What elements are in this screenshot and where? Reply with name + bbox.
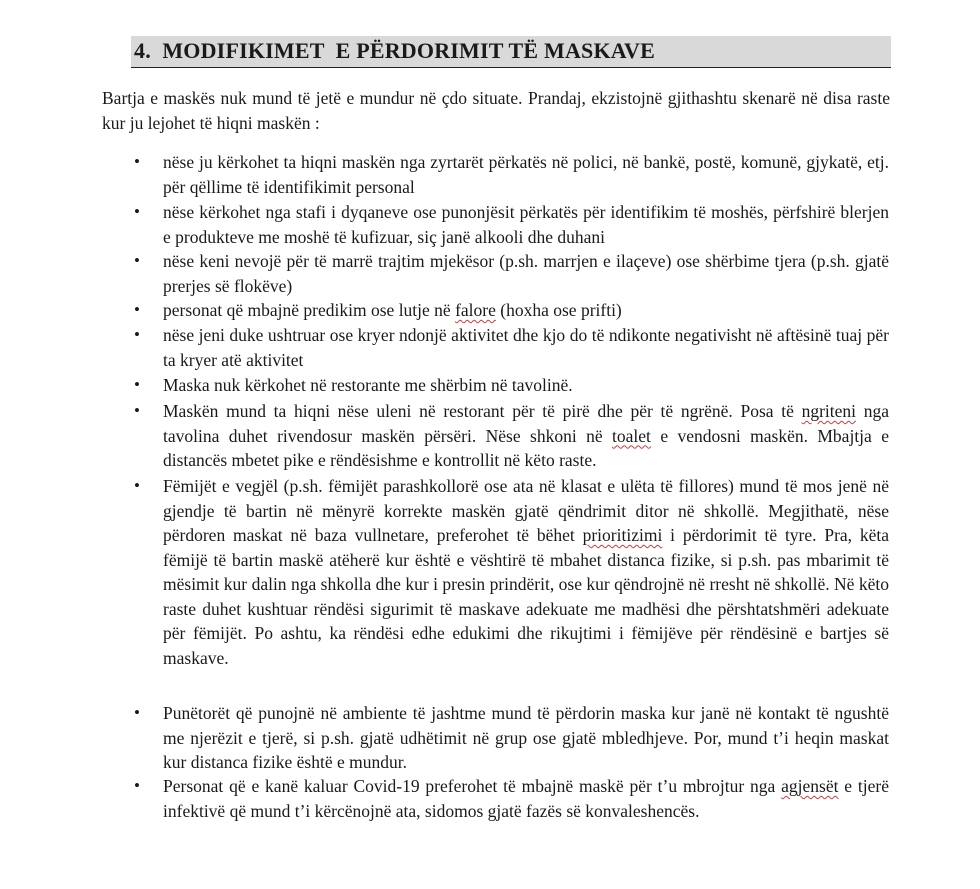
bullet-text: e tjerë infektivë që mund t’i kërcënojnë ata, sidomos gjatë fazës së konvaleshencës. (163, 776, 889, 821)
bullet-text: personat që mbajnë predikim ose lutje në (163, 300, 456, 320)
bullet-text: nëse keni nevojë për të marrë trajtim mjekësor (p.sh. marrjen e ilaçeve) ose shërbime tjera (p.sh. gjatë prerjes së flokëve) (163, 251, 889, 296)
bullet-text: nga tavolina duhet rivendosur maskën përsëri. Nëse shkoni në (163, 401, 889, 446)
bullet-dot-icon: • (134, 325, 140, 344)
bullet-dot-icon: • (134, 375, 140, 394)
bullet-dot-icon: • (134, 776, 140, 795)
bullet-text: Punëtorët që punojnë në ambiente të jashtme mund të përdorin maska kur janë në kontakt të ngushtë me njerëzit e tjerë, si p.sh. gjatë udhëtimit në grup ose gjatë mbledhjeve. Por, mund t’i heqin maskat kur distanca fizike është e mundur. (163, 703, 889, 772)
list-item (134, 399, 889, 473)
bullet-text: nëse jeni duke ushtruar ose kryer ndonjë aktivitet dhe kjo do të ndikonte negativisht në aftësinë tuaj për ta kryer atë aktivitet (163, 325, 889, 370)
bullet-text: (hoxha ose prifti) (495, 300, 622, 320)
section-number: 4. (134, 38, 151, 63)
section-title: MODIFIKIMET E PËRDORIMIT TË MASKAVE (162, 38, 656, 63)
list-item (134, 701, 889, 775)
bullet-dot-icon: • (134, 202, 140, 221)
list-item (134, 298, 889, 323)
bullet-dot-icon: • (134, 476, 140, 495)
bullet-dot-icon: • (134, 300, 140, 319)
bullet-text: Maskën mund ta hiqni nëse uleni në restorant për të pirë dhe për të ngrënë. Posa të (163, 401, 802, 421)
list-item (134, 249, 889, 298)
bullet-text: Maska nuk kërkohet në restorante me shërbim në tavolinë. (163, 375, 573, 395)
section-heading (134, 37, 655, 65)
list-item (134, 150, 889, 199)
list-item (134, 774, 889, 823)
list-item (134, 200, 889, 249)
list-item (134, 373, 889, 398)
misspelled-word: toalet (612, 425, 651, 446)
misspelled-word: prioritizimi (582, 525, 663, 545)
misspelled-word: ngriteni (801, 401, 857, 421)
bullet-dot-icon: • (134, 251, 140, 270)
bullet-text: i përdorimit të tyre. Pra, këta fëmijë të bartin maskë atëherë kur është e vështirë të mbahet distanca fizike, si p.sh. pas mbarimit të mësimit kur dalin nga shkolla dhe kur i presin prindërit, ose kur qëndrojnë në rresht në shkollë. Në këto raste duhet kushtuar rëndësi sigurimit të maskave adekuate me madhësi dhe përshtatshmëri adekuate për fëmijët. Po ashtu, ka rëndësi edhe edukimi dhe rikujtimi i fëmijëve për rëndësinë e bartjes së maskave. (163, 525, 890, 668)
bullet-dot-icon: • (134, 703, 140, 722)
bullet-dot-icon: • (134, 152, 140, 171)
list-item (134, 323, 889, 372)
bullet-text: nëse kërkohet nga stafi i dyqaneve ose punonjësit përkatës për identifikim të moshës, përfshirë blerjen e produkteve me moshë të kufizuar, siç janë alkooli dhe duhani (163, 202, 889, 247)
list-item (134, 474, 890, 670)
bullet-text: Personat që e kanë kaluar Covid-19 preferohet të mbajnë maskë për t’u mbrojtur nga (163, 776, 782, 796)
bullet-text: nëse ju kërkohet ta hiqni maskën nga zyrtarët përkatës në polici, në bankë, postë, komunë, gjykatë, etj. për qëllime të identifikimit personal (163, 152, 889, 197)
bullet-text: Fëmijët e vegjël (p.sh. fëmijët parashkollorë ose ata në klasat e ulëta të fillores) mund të mos jenë në gjendje të bartin në mënyrë korrekte maskën gjatë qëndrimit ditor në shkollë. Megjithatë, nëse përdoren maskat në baza vullnetare, preferohet të bëhet (163, 476, 889, 545)
intro-paragraph: Bartja e maskës nuk mund të jetë e mundur në çdo situate. Prandaj, ekzistojnë gjithashtu skenarë në disa raste kur ju lejohet të hiqni maskën : (102, 88, 890, 133)
bullet-dot-icon: • (134, 401, 140, 420)
misspelled-word: falore (455, 300, 496, 320)
misspelled-word: agjensët (781, 776, 839, 796)
bullet-text: e vendosni maskën. Mbajtja e distancës mbetet pike e rëndësishme e kontrollit në këto raste. (163, 425, 889, 470)
